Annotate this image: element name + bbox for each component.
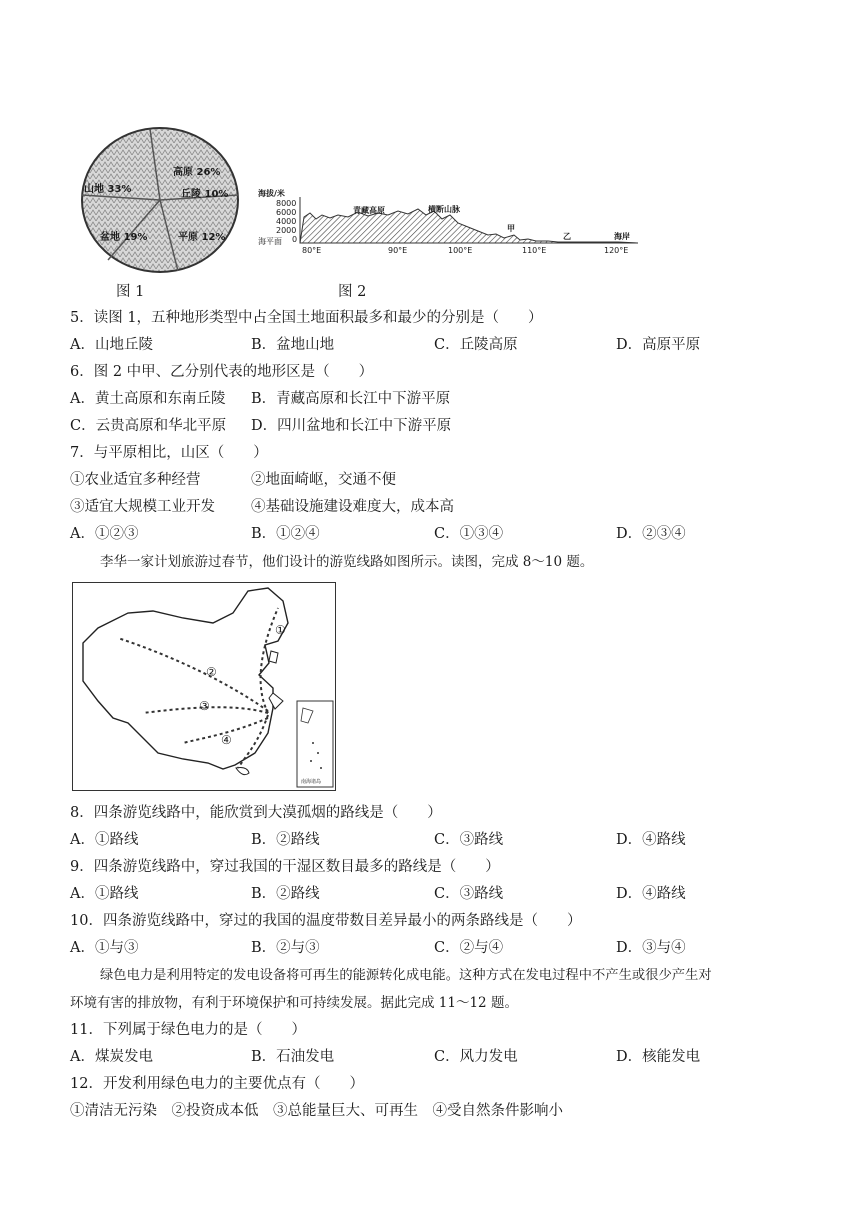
- q11-option-a[interactable]: A．煤炭发电: [70, 1049, 153, 1065]
- q6-stem: 6．图 2 中甲、乙分别代表的地形区是（ ）: [70, 364, 374, 380]
- intro-8-10: 李华一家计划旅游过春节，他们设计的游览线路如图所示。读图，完成 8～10 题。: [100, 554, 594, 570]
- q10-stem: 10．四条游览线路中，穿过的我国的温度带数目差异最小的两条路线是（ ）: [70, 913, 582, 929]
- figure-2-caption: 图 2: [338, 284, 367, 300]
- q6-option-d[interactable]: D．四川盆地和长江中下游平原: [251, 418, 452, 434]
- q12-stem: 12．开发利用绿色电力的主要优点有（ ）: [70, 1076, 364, 1092]
- pie-label-qiuling: 丘陵 10%: [181, 189, 229, 200]
- route-label-2: ②: [206, 665, 217, 679]
- profile-ytick-8000: 8000: [276, 199, 297, 208]
- route-label-1: ①: [275, 623, 286, 637]
- profile-label-jia: 甲: [507, 224, 515, 233]
- inset-label: 南海诸岛: [301, 779, 322, 785]
- profile-ytick-6000: 6000: [276, 208, 297, 217]
- q6-option-a[interactable]: A．黄土高原和东南丘陵: [70, 391, 226, 407]
- q5-stem: 5．读图 1，五种地形类型中占全国土地面积最多和最少的分别是（ ）: [70, 310, 543, 326]
- q7-option-a[interactable]: A．①②③: [70, 526, 139, 542]
- q8-stem: 8．四条游览线路中，能欣赏到大漠孤烟的路线是（ ）: [70, 805, 442, 821]
- profile-label-coast: 海岸: [614, 232, 630, 241]
- figure-2-terrain-profile: [258, 185, 648, 260]
- q9-option-c[interactable]: C．③路线: [434, 886, 504, 902]
- q10-option-d[interactable]: D．③与④: [616, 940, 686, 956]
- profile-xtick-110: 110°E: [522, 246, 547, 255]
- q11-stem: 11．下列属于绿色电力的是（ ）: [70, 1022, 306, 1038]
- q6-option-c[interactable]: C．云贵高原和华北平原: [70, 418, 227, 434]
- q9-option-b[interactable]: B．②路线: [251, 886, 320, 902]
- q5-option-a[interactable]: A．山地丘陵: [70, 337, 153, 353]
- q6-option-b[interactable]: B．青藏高原和长江中下游平原: [251, 391, 451, 407]
- q7-statement-1: ①农业适宜多种经营: [70, 472, 201, 488]
- pie-label-pendi: 盆地 19%: [100, 232, 148, 243]
- q10-option-c[interactable]: C．②与④: [434, 940, 504, 956]
- q5-option-d[interactable]: D．高原平原: [616, 337, 701, 353]
- pie-label-shandi: 山地 33%: [84, 184, 132, 195]
- q7-option-c[interactable]: C．①③④: [434, 526, 504, 542]
- q7-statement-3: ③适宜大规模工业开发: [70, 499, 215, 515]
- route-label-4: ④: [221, 733, 232, 747]
- q7-option-b[interactable]: B．①②④: [251, 526, 320, 542]
- q9-option-a[interactable]: A．①路线: [70, 886, 139, 902]
- q10-option-b[interactable]: B．②与③: [251, 940, 320, 956]
- route-label-3: ③: [199, 699, 210, 713]
- q11-option-d[interactable]: D．核能发电: [616, 1049, 701, 1065]
- intro-11-12-line2: 环境有害的排放物，有利于环境保护和可持续发展。据此完成 11～12 题。: [70, 995, 518, 1011]
- q5-option-b[interactable]: B．盆地山地: [251, 337, 335, 353]
- profile-label-qingzang: 青藏高原: [353, 206, 385, 215]
- q7-statement-2: ②地面崎岖，交通不便: [251, 472, 396, 488]
- q9-stem: 9．四条游览线路中，穿过我国的干湿区数目最多的路线是（ ）: [70, 859, 500, 875]
- figure-1-terrain-pie: [78, 125, 243, 275]
- q8-option-d[interactable]: D．④路线: [616, 832, 686, 848]
- q8-option-b[interactable]: B．②路线: [251, 832, 320, 848]
- q7-statement-4: ④基础设施建设难度大，成本高: [251, 499, 454, 515]
- profile-xtick-120: 120°E: [604, 246, 629, 255]
- q10-option-a[interactable]: A．①与③: [70, 940, 139, 956]
- profile-xtick-90: 90°E: [388, 246, 408, 255]
- q9-option-d[interactable]: D．④路线: [616, 886, 686, 902]
- q11-option-b[interactable]: B．石油发电: [251, 1049, 335, 1065]
- profile-ytick-4000: 4000: [276, 217, 297, 226]
- profile-ytick-2000: 2000: [276, 226, 297, 235]
- profile-xtick-80: 80°E: [302, 246, 322, 255]
- q8-option-c[interactable]: C．③路线: [434, 832, 504, 848]
- profile-ytick-0: 0: [292, 235, 298, 244]
- q5-option-c[interactable]: C．丘陵高原: [434, 337, 518, 353]
- q7-option-d[interactable]: D．②③④: [616, 526, 686, 542]
- pie-label-pingyuan: 平原 12%: [178, 232, 226, 243]
- intro-11-12-line1: 绿色电力是利用特定的发电设备将可再生的能源转化成电能。这种方式在发电过程中不产生或很少产生对: [100, 968, 712, 983]
- q12-statements: ①清洁无污染 ②投资成本低 ③总能量巨大、可再生 ④受自然条件影响小: [70, 1103, 563, 1119]
- q11-option-c[interactable]: C．风力发电: [434, 1049, 518, 1065]
- q7-stem: 7．与平原相比，山区（ ）: [70, 445, 268, 461]
- q8-option-a[interactable]: A．①路线: [70, 832, 139, 848]
- profile-xtick-100: 100°E: [448, 246, 473, 255]
- pie-label-gaoyuan: 高原 26%: [173, 167, 221, 178]
- figure-1-caption: 图 1: [116, 284, 145, 300]
- profile-label-yi: 乙: [563, 232, 571, 241]
- profile-sea-level: 海平面: [258, 237, 282, 246]
- profile-label-hengduan: 横断山脉: [428, 205, 460, 214]
- profile-ylabel: 海拔/米: [258, 189, 285, 198]
- china-route-map: [72, 582, 336, 791]
